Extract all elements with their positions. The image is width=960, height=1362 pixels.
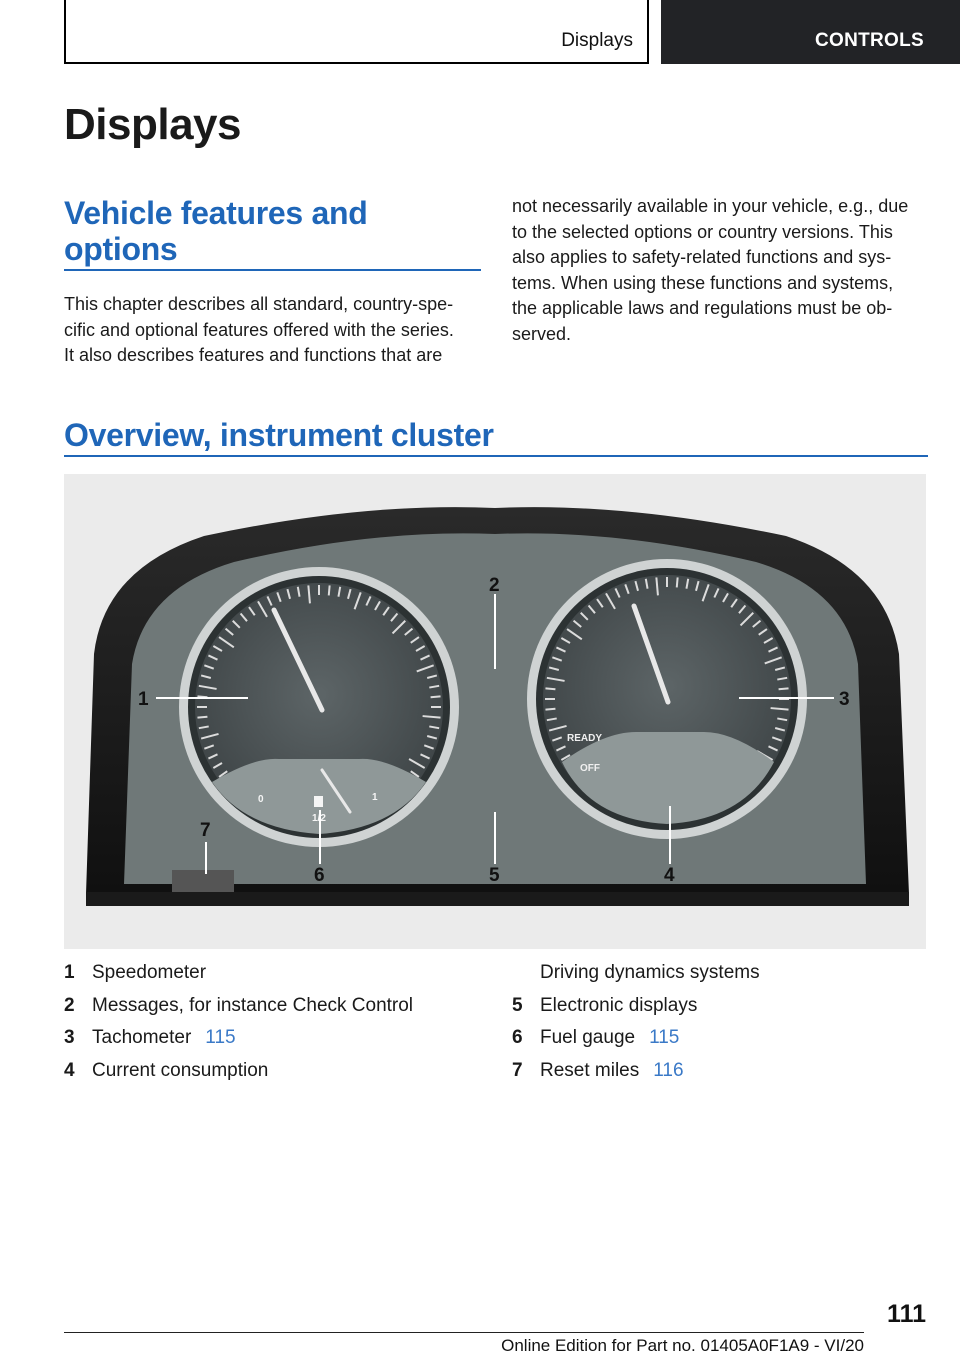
running-header — [64, 0, 649, 64]
text-line: served. — [512, 323, 572, 344]
intro-paragraph-right — [512, 194, 932, 347]
instrument-cluster-figure — [64, 474, 926, 949]
intro-paragraph-left — [64, 292, 484, 369]
text-line: This chapter describes all standard, country-spe- — [64, 294, 454, 314]
page-number: 111 — [887, 1300, 926, 1328]
legend-text: Reset miles — [540, 1059, 640, 1081]
legend-item — [512, 990, 760, 1023]
reset-button-shape — [172, 870, 234, 892]
fuel-scale-half: 1/2 — [312, 813, 326, 824]
legend-item — [64, 990, 413, 1023]
legend-text: Electronic displays — [540, 994, 698, 1016]
dial-tick — [677, 577, 678, 587]
fuel-pump-icon — [314, 796, 323, 807]
header-section-title: Displays — [561, 30, 633, 51]
heading-rule — [64, 455, 928, 457]
callout-3: 3 — [839, 689, 850, 710]
callout-7: 7 — [200, 820, 211, 841]
dial-tick — [197, 717, 207, 718]
section-heading-instrument-cluster: Overview, instrument cluster — [64, 417, 494, 453]
legend-text: Current consumption — [92, 1059, 269, 1081]
legend-text: Speedometer — [92, 962, 207, 983]
legend-number: 4 — [64, 1059, 75, 1081]
instrument-cluster-illustration — [64, 474, 926, 949]
legend-number: 5 — [512, 994, 523, 1016]
dial-tick — [329, 585, 330, 595]
off-label: OFF — [580, 763, 600, 774]
legend-number: 7 — [512, 1059, 523, 1081]
legend-number: 3 — [64, 1027, 75, 1048]
chapter-tab-label: CONTROLS — [815, 30, 925, 51]
dial-tick — [545, 709, 555, 710]
legend-item — [64, 1022, 413, 1055]
footer-rule — [64, 1332, 864, 1333]
text-line: cific and optional features offered with the series. — [64, 319, 454, 340]
text-line: to the selected options or country versions. This — [512, 221, 893, 242]
dial-tick — [545, 688, 555, 689]
text-line: the applicable laws and regulations must be ob- — [512, 298, 893, 318]
page-reference-link[interactable]: 116 — [653, 1059, 684, 1081]
legend-text: Messages, for instance Check Control — [92, 994, 414, 1016]
callout-4: 4 — [664, 865, 675, 886]
legend-item — [64, 1055, 413, 1088]
legend-text: Tachometer — [92, 1027, 192, 1048]
page-reference-link[interactable]: 115 — [205, 1027, 236, 1048]
legend-number: 2 — [64, 994, 75, 1016]
text-line: also applies to safety-related functions and sys- — [512, 247, 892, 267]
section-heading-vehicle-features — [64, 195, 367, 267]
heading-rule — [64, 269, 481, 271]
figure-legend-left — [64, 957, 413, 1087]
callout-2: 2 — [489, 575, 500, 596]
callout-5: 5 — [489, 865, 500, 886]
legend-text: Driving dynamics systems — [540, 962, 760, 983]
legend-number — [512, 957, 540, 990]
legend-item — [64, 957, 413, 990]
text-line: tems. When using these functions and systems, — [512, 272, 894, 293]
legend-item — [512, 1022, 760, 1055]
ready-label: READY — [567, 733, 603, 744]
dial-tick — [779, 688, 789, 689]
figure-legend-right — [512, 957, 760, 1087]
legend-text: Fuel gauge — [540, 1027, 636, 1048]
legend-number: 1 — [64, 962, 75, 983]
heading-line: Vehicle features and — [64, 195, 368, 231]
heading-line: options — [64, 231, 178, 267]
dial-tick — [431, 696, 441, 697]
legend-item — [512, 1055, 760, 1088]
fuel-scale-zero: 0 — [258, 794, 264, 805]
text-line: not necessarily available in your vehicle, e.g., due — [512, 196, 909, 216]
fuel-scale-full: 1 — [372, 792, 378, 803]
footer-edition-text: Online Edition for Part no. 01405A0F1A9 - VI/20 — [501, 1336, 864, 1355]
legend-item — [512, 957, 760, 990]
page-title: Displays — [64, 100, 241, 149]
legend-number: 6 — [512, 1027, 523, 1048]
callout-6: 6 — [314, 865, 325, 886]
callout-1: 1 — [138, 689, 149, 710]
chapter-tab[interactable] — [661, 0, 960, 64]
cluster-bottom-trim — [86, 892, 909, 906]
page-reference-link[interactable]: 115 — [649, 1027, 680, 1048]
text-line: It also describes features and functions that are — [64, 345, 443, 365]
